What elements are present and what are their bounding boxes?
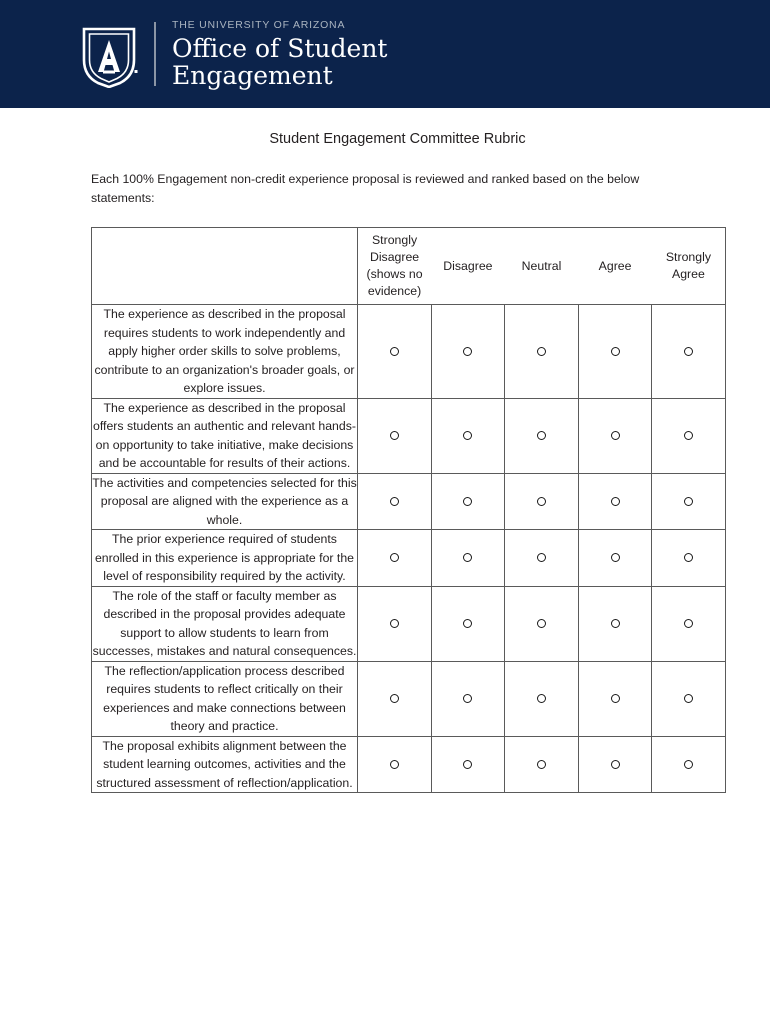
unit-name-line1: Office of Student — [172, 34, 388, 63]
rubric-rating-cell[interactable] — [431, 530, 505, 587]
radio-button-unchecked-icon[interactable] — [611, 553, 620, 562]
rubric-header-blank-cell — [92, 228, 358, 305]
rubric-statement-row — [92, 586, 726, 661]
rubric-rating-cell[interactable] — [431, 586, 505, 661]
radio-button-unchecked-icon[interactable] — [390, 347, 399, 356]
radio-button-unchecked-icon[interactable] — [463, 694, 472, 703]
radio-button-unchecked-icon[interactable] — [684, 619, 693, 628]
logo-text-block — [172, 19, 387, 89]
radio-button-unchecked-icon[interactable] — [611, 497, 620, 506]
rubric-table — [91, 227, 726, 793]
rubric-rating-cell[interactable] — [505, 736, 579, 793]
ua-block-a-logo-icon — [78, 20, 140, 88]
radio-button-unchecked-icon[interactable] — [537, 619, 546, 628]
intro-paragraph: Each 100% Engagement non-credit experience proposal is reviewed and ranked based on the below statements: — [91, 172, 640, 205]
rubric-header-disagree — [431, 228, 505, 305]
radio-button-unchecked-icon[interactable] — [684, 347, 693, 356]
radio-button-unchecked-icon[interactable] — [537, 431, 546, 440]
rubric-rating-cell[interactable] — [358, 473, 432, 530]
rubric-header-agree — [578, 228, 652, 305]
radio-button-unchecked-icon[interactable] — [684, 760, 693, 769]
rubric-statement-text: The experience as described in the proposal offers students an authentic and relevant hands-on opportunity to take initiative, make decisions and be accountable for results of their actions. — [92, 398, 358, 473]
rubric-statement-row — [92, 661, 726, 736]
radio-button-unchecked-icon[interactable] — [390, 497, 399, 506]
rubric-rating-cell[interactable] — [578, 305, 652, 399]
rubric-rating-cell[interactable] — [358, 736, 432, 793]
rubric-header-strongly-agree — [652, 228, 726, 305]
university-name: THE UNIVERSITY OF ARIZONA — [172, 19, 346, 31]
radio-button-unchecked-icon[interactable] — [463, 553, 472, 562]
scale-label-line: evidence) — [367, 284, 422, 298]
radio-button-unchecked-icon[interactable] — [684, 431, 693, 440]
rubric-statement-row — [92, 736, 726, 793]
rubric-rating-cell[interactable] — [431, 473, 505, 530]
rubric-header-strongly-disagree — [358, 228, 432, 305]
scale-label-line: Agree — [598, 258, 632, 273]
radio-button-unchecked-icon[interactable] — [537, 553, 546, 562]
rubric-rating-cell[interactable] — [431, 736, 505, 793]
radio-button-unchecked-icon[interactable] — [390, 694, 399, 703]
rubric-rating-cell[interactable] — [431, 305, 505, 399]
radio-button-unchecked-icon[interactable] — [463, 497, 472, 506]
rubric-header-neutral — [505, 228, 579, 305]
radio-button-unchecked-icon[interactable] — [463, 347, 472, 356]
scale-label-line: Strongly — [665, 250, 711, 264]
radio-button-unchecked-icon[interactable] — [611, 619, 620, 628]
radio-button-unchecked-icon[interactable] — [390, 553, 399, 562]
rubric-rating-cell[interactable] — [505, 586, 579, 661]
ua-logo-lockup — [78, 16, 387, 92]
rubric-rating-cell[interactable] — [431, 661, 505, 736]
rubric-rating-cell[interactable] — [578, 736, 652, 793]
rubric-rating-cell[interactable] — [358, 530, 432, 587]
radio-button-unchecked-icon[interactable] — [611, 431, 620, 440]
rubric-rating-cell[interactable] — [578, 586, 652, 661]
unit-name — [172, 35, 387, 89]
site-header-band — [0, 0, 770, 108]
rubric-rating-cell[interactable] — [652, 530, 726, 587]
radio-button-unchecked-icon[interactable] — [463, 760, 472, 769]
rubric-statement-text: The experience as described in the proposal requires students to work independently and apply higher order skills to solve problems, contribute to an organization's broader goals, or explore issues. — [92, 305, 358, 399]
scale-label-line: Disagree — [369, 250, 420, 264]
rubric-statement-row — [92, 530, 726, 587]
rubric-rating-cell[interactable] — [652, 305, 726, 399]
scale-label-line: (shows no — [366, 267, 423, 281]
rubric-rating-cell[interactable] — [578, 530, 652, 587]
rubric-rating-cell[interactable] — [505, 398, 579, 473]
radio-button-unchecked-icon[interactable] — [684, 553, 693, 562]
rubric-header-row — [92, 228, 726, 305]
radio-button-unchecked-icon[interactable] — [611, 694, 620, 703]
scale-label-line: Disagree — [443, 258, 493, 273]
rubric-rating-cell[interactable] — [652, 473, 726, 530]
radio-button-unchecked-icon[interactable] — [463, 431, 472, 440]
radio-button-unchecked-icon[interactable] — [390, 431, 399, 440]
rubric-rating-cell[interactable] — [358, 398, 432, 473]
rubric-statement-text: The reflection/application process described requires students to reflect critically on their experiences and make connections between theory and practice. — [92, 661, 358, 736]
radio-button-unchecked-icon[interactable] — [684, 694, 693, 703]
rubric-rating-cell[interactable] — [358, 305, 432, 399]
rubric-rating-cell[interactable] — [431, 398, 505, 473]
scale-label-line: Strongly — [371, 233, 418, 247]
rubric-rating-cell[interactable] — [358, 661, 432, 736]
rubric-statement-text: The prior experience required of students enrolled in this experience is appropriate for the level of responsibility required by the activity. — [92, 530, 358, 587]
rubric-rating-cell[interactable] — [578, 398, 652, 473]
radio-button-unchecked-icon[interactable] — [463, 619, 472, 628]
radio-button-unchecked-icon[interactable] — [611, 347, 620, 356]
rubric-rating-cell[interactable] — [358, 586, 432, 661]
rubric-rating-cell[interactable] — [505, 530, 579, 587]
rubric-statement-row — [92, 398, 726, 473]
rubric-rating-cell[interactable] — [652, 661, 726, 736]
unit-name-line2: Engagement — [172, 61, 333, 90]
logo-divider — [154, 22, 156, 86]
rubric-statement-row — [92, 473, 726, 530]
rubric-rating-cell[interactable] — [578, 661, 652, 736]
rubric-table-wrapper — [0, 227, 770, 793]
radio-button-unchecked-icon[interactable] — [390, 760, 399, 769]
radio-button-unchecked-icon[interactable] — [537, 760, 546, 769]
radio-button-unchecked-icon[interactable] — [537, 694, 546, 703]
radio-button-unchecked-icon[interactable] — [537, 347, 546, 356]
rubric-rating-cell[interactable] — [505, 661, 579, 736]
scale-label-line: Agree — [672, 267, 705, 281]
rubric-statement-row — [92, 305, 726, 399]
radio-button-unchecked-icon[interactable] — [390, 619, 399, 628]
radio-button-unchecked-icon[interactable] — [537, 497, 546, 506]
rubric-statement-text: The proposal exhibits alignment between the student learning outcomes, activities and the structured assessment of reflection/application. — [92, 736, 358, 793]
document-body — [0, 130, 770, 793]
radio-button-unchecked-icon[interactable] — [684, 497, 693, 506]
rubric-statement-text: The role of the staff or faculty member as described in the proposal provides adequate support to allow students to learn from successes, mistakes and natural consequences. — [92, 586, 358, 661]
radio-button-unchecked-icon[interactable] — [611, 760, 620, 769]
rubric-rating-cell[interactable] — [505, 473, 579, 530]
rubric-rating-cell[interactable] — [505, 305, 579, 399]
rubric-rating-cell[interactable] — [578, 473, 652, 530]
rubric-statement-text: The activities and competencies selected for this proposal are aligned with the experience as a whole. — [92, 473, 358, 530]
scale-label-line: Neutral — [521, 258, 562, 273]
rubric-rating-cell[interactable] — [652, 398, 726, 473]
rubric-rating-cell[interactable] — [652, 736, 726, 793]
rubric-rating-cell[interactable] — [652, 586, 726, 661]
page-title: Student Engagement Committee Rubric — [269, 131, 526, 147]
